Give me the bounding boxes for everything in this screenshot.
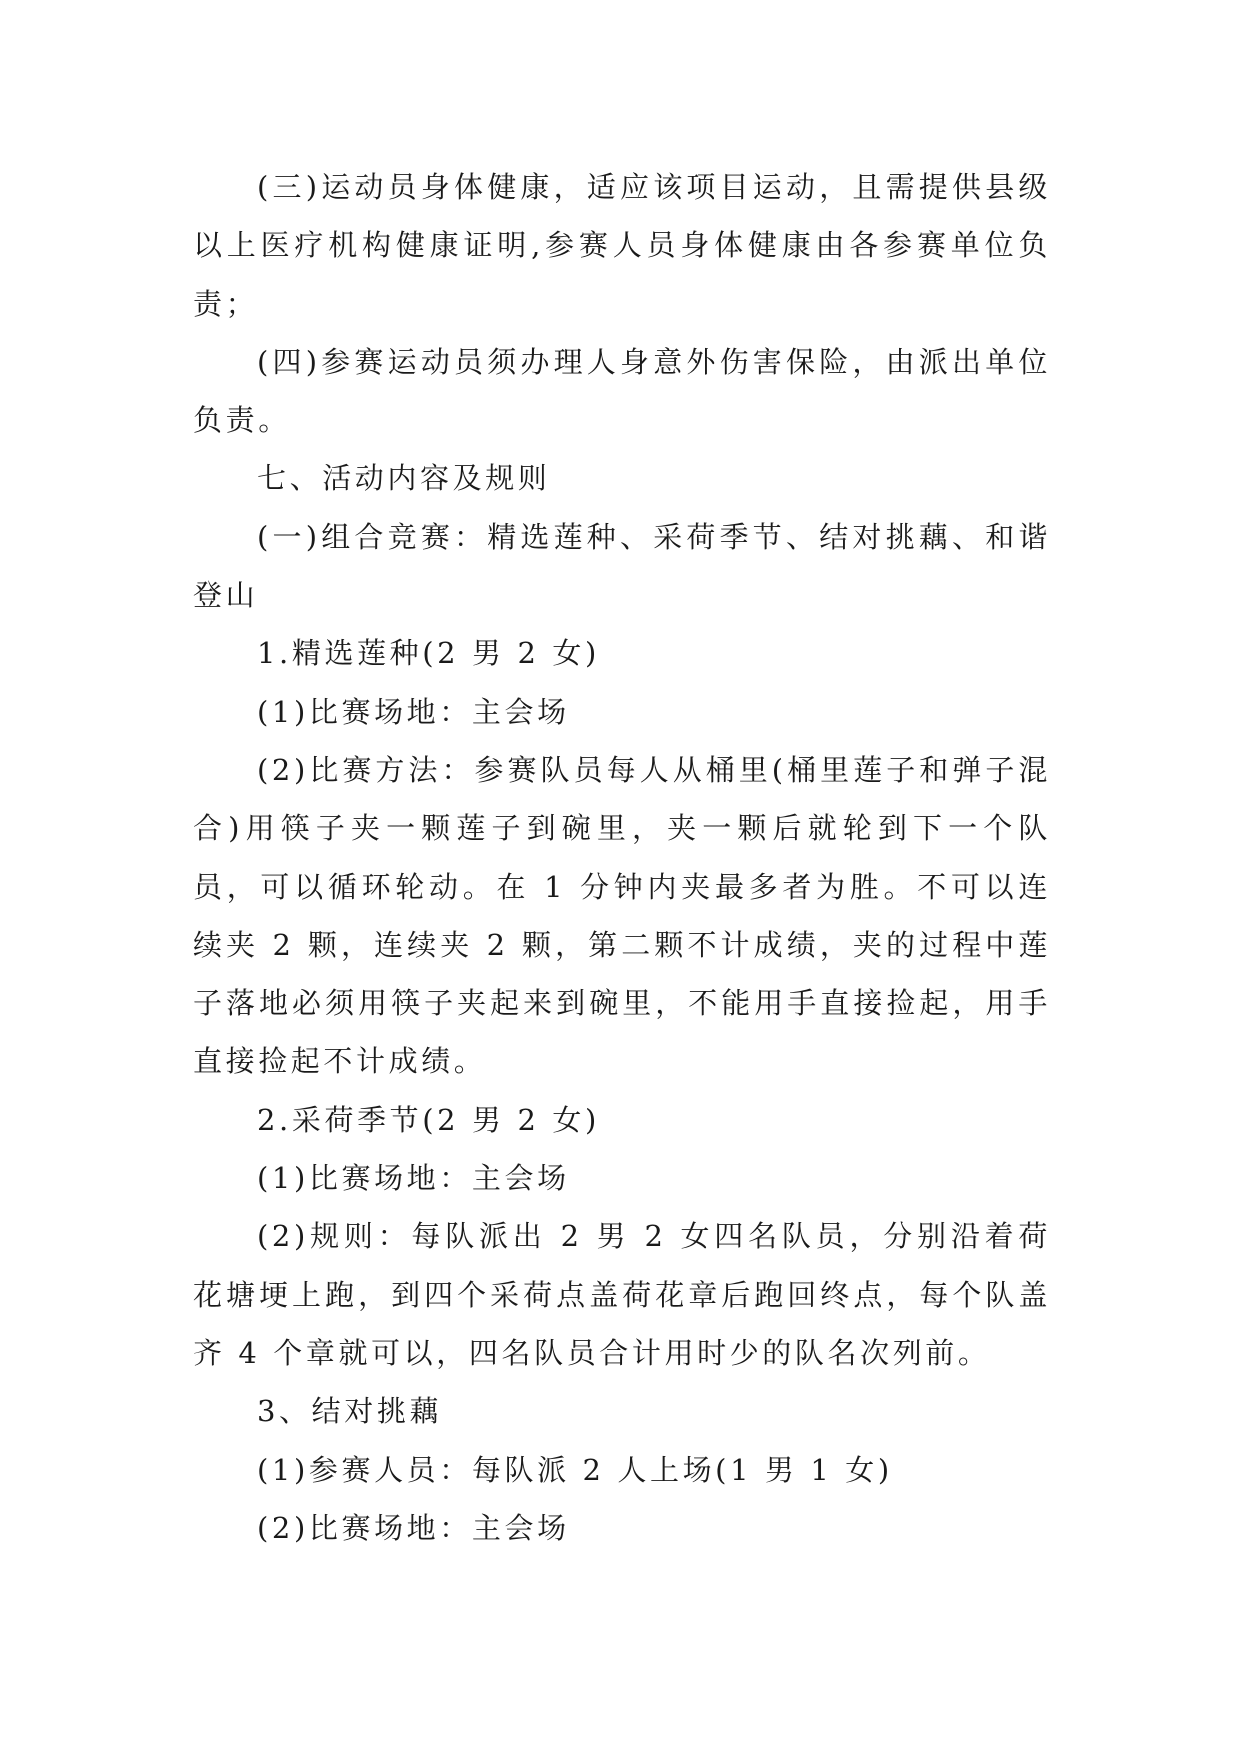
- section-heading-activity-rules: 七、活动内容及规则: [257, 461, 551, 496]
- item-heading-lotus-season: 2.采荷季节(2 男 2 女): [257, 1102, 600, 1137]
- paragraph-participants: (1)参赛人员：每队派 2 人上场(1 男 1 女): [257, 1452, 893, 1487]
- item-heading-select-lotus-seeds: 1.精选莲种(2 男 2 女): [257, 636, 600, 671]
- paragraph-accident-insurance: (四)参赛运动员须办理人身意外伤害保险，由派出单位负责。: [193, 344, 1051, 438]
- paragraph-venue-2: (1)比赛场地：主会场: [257, 1161, 570, 1196]
- paragraph-venue-3: (2)比赛场地：主会场: [257, 1510, 570, 1545]
- paragraph-rules-lotus-season: (2)规则：每队派出 2 男 2 女四名队员，分别沿着荷花塘埂上跑，到四个采荷点盖荷花章后跑回终点，每个队盖齐 4 个章就可以，四名队员合计用时少的队名次列前。: [193, 1219, 1051, 1370]
- document-body: [193, 158, 1051, 1557]
- paragraph-combined-competition: (一)组合竞赛：精选莲种、采荷季节、结对挑藕、和谐登山: [193, 519, 1051, 613]
- item-heading-pair-lotus-root: 3、结对挑藕: [257, 1394, 443, 1429]
- paragraph-athlete-health: (三)运动员身体健康，适应该项目运动，且需提供县级以上医疗机构健康证明,参赛人员身体健康由各参赛单位负责；: [193, 170, 1051, 321]
- paragraph-venue-1: (1)比赛场地：主会场: [257, 694, 570, 729]
- paragraph-method-lotus-seeds: (2)比赛方法：参赛队员每人从桶里(桶里莲子和弹子混合)用筷子夹一颗莲子到碗里，夹一颗后就轮到下一个队员，可以循环轮动。在 1 分钟内夹最多者为胜。不可以连续夹 2 颗，连续夹 2 颗，第二颗不计成绩，夹的过程中莲子落地必须用筷子夹起来到碗里，不能用手直接捡起，用手直接捡起不计成绩。: [193, 752, 1051, 1079]
